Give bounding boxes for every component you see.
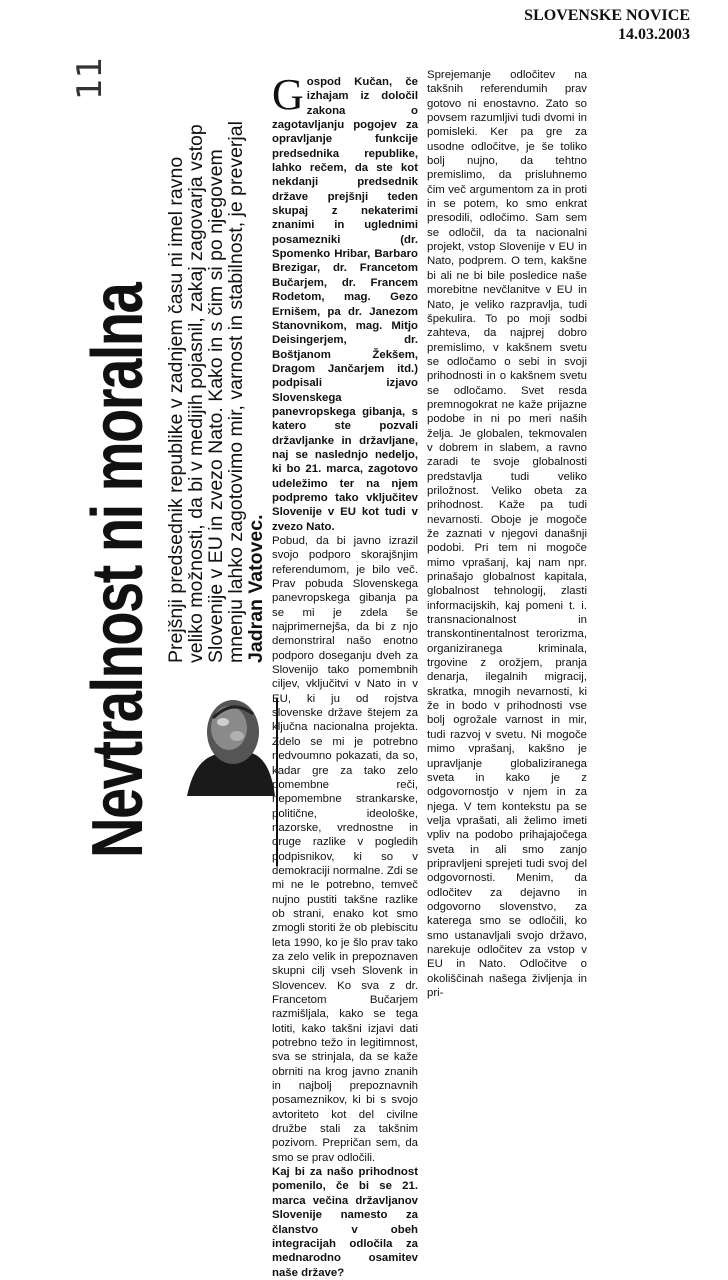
handwritten-mark: 11 <box>70 56 110 100</box>
portrait-photo <box>183 688 277 800</box>
answer-2: Sprejemanje odločitev na takšnih referendumih prav gotovo ni enostavno. Zato so povsem razumljivi tudi dvomi in pomisleki. Ker pa gre za usodne odločitve, je še toliko bolj nujno, da tehtno premislimo, da prisluhnemo čim več argumentom za in proti in se potem, ko smo enkrat presodili, odločimo. Sam sem se odločil, da ta nacionalni projekt, vstop Slovenije v EU in Nato, podprem. O tem, kakšne bi ali ne bi bile posledice naše morebitne nevčlanitve v EU in Nato, je veliko razpravlja, tudi špekulira. To po moji sodbi zahteva, da najprej dobro premislimo, v kakšnem svetu se odločamo o sebi in svoji prihodnosti in o kakšnem svetu se odločamo. Svet resda premnogokrat ne kaže prijazne podobe in ni po meri naših želja. Je globalen, tekmovalen v dobrem in slabem, a ravno zaradi te svoje globalnosti predstavlja tudi veliko priložnost. Veliko obeta za prihodnost. Kaže pa tudi nevarnosti. Oboje je mogoče že zaznati v njegovi današnji podobi. Pri tem ni mogoče mimo vprašanj, kaj nam npr. prinašajo globalnost kapitala, globalnost tehnologij, zlasti informacijskih, kaj pomeni t. i. transnacionalnost in transkontinentalnost terorizma, organiziranega kriminala, trgovine z orožjem, pranja denarja, ilegalnih migracij, skratka, mnogih nevarnosti, ki že in bodo v prihodnosti vse bolj ogrožale varnost in mir, tudi razvoj v svetu. Ni mogoče mimo vprašanj, kakšno je upravljanje globaliziranega sveta in kako je z odgovornostjo v njem in za njega. V tem kontekstu pa se velja vprašati, ali želimo imeti vpliv na podobo prihajajočega sveta in ali smo zanjo pripravljeni sprejeti tudi svoj del odgovornosti. Menim, da odločitev za dejavno in odgovorno slovenstvo, za katerega smo se odločili, ko smo ustanavljali svojo državo, narekuje odločitev za vstop v EU in Nato. Odločitve o okoliščinah našega življenja in pri- <box>427 69 587 999</box>
publication-name: SLOVENSKE NOVICE <box>524 7 690 24</box>
question-1-text: ospod Kučan, če izhajam iz določil zakona o zagotavljanju pogojev za opravljanje funkcije predsednika republike, lahko rečem, da ste kot nekdanji predsednik države prejšnji teden skupaj z nekaterimi znanimi in uglednimi posamezniki (dr. Spomenko Hribar, Barbaro Brezigar, dr. Francetom Bučarjem, dr. Francem Rodetom, mag. Gezo Ernišem, pa dr. Janezom Stanovnikom, mag. Mitjo Deisingerjem, dr. Boštjanom Žekšem, Dragom Jančarjem itd.) podpisali izjavo Slovenskega panevropskega gibanja, s katero ste pozvali državljanke in državljane, naj se naslednjo nedeljo, ki bo 21. marca, zagotovo udeležimo ter na njem podpremo tako vključitev Slovenije v EU kot tudi v zvezo Nato. <box>272 76 418 533</box>
answer-1: Pobud, da bi javno izrazil svojo podporo skorajšnjim referendumom, je bilo več. Prav pobuda Slovenskega panevropskega gibanja pa se mi je zdela še najprimernejša, da bi z njo demonstriral našo enotno podporo doseganju dveh za Slovenijo tako pomembnih ciljev, vključitvi v Nato in v EU, ki ju od rojstva slovenske države štejem za ključna nacionalna projekta. Zdelo se mi je potrebno nedvoumno pokazati, da so, kadar gre za tako zelo pomembne reči, nepomembne strankarske, politične, ideološke, nazorske, vrednostne in druge razlike v pogledih podpisnikov, ki so v demokraciji normalne. Zdi se mi ne le potrebno, temveč nujno pustiti takšne razlike ob strani, enako kot smo zmogli storiti že ob plebiscitu leta 1990, ko je šlo prav tako za zelo velik in prepoznaven skupni cilj vseh Slovenk in Slovencev. Ko sva z dr. Francetom Bučarjem razmišljala, kako se tega lotiti, kako takšni izjavi dati potrebno težo in legitimnost, sva se strinjala, da se kaže obrniti na krog javno znanih in najbolj prepoznavnih posameznikov, ki bi s svojo avtoriteto kot del civilne družbe stali za takšnim pozivom. Prepričan sem, da smo se prav odločili. <box>272 535 418 1164</box>
author-name: Jadran Vatovec. <box>245 514 267 663</box>
question-2: Kaj bi za našo prihodnost pomenilo, če bi se 21. marca večina državljanov Slovenije namesto za članstvo v obeh integracijah odločila za mednarodno osamitev naše države? <box>272 1166 418 1279</box>
lead-text: Prejšnji predsednik republike v zadnjem času ni imel ravno veliko možnosti, da bi v medijih pojasnil, zakaj zagovarja vstop Slovenije v EU in zvezo Nato. Kako in s čim si po njegovem mnenju lahko zagotovimo mir, varnost in stabilnost, je preverjal <box>165 121 247 663</box>
publication-date: 14.03.2003 <box>618 26 690 43</box>
article-column-2 <box>427 68 587 1000</box>
drop-cap: G <box>272 70 304 119</box>
article-lead <box>166 108 266 663</box>
article-column-1 <box>272 70 418 1280</box>
masthead <box>470 6 690 44</box>
article-headline: Nevtralnost ni moralna <box>78 283 158 858</box>
question-1 <box>272 70 418 534</box>
